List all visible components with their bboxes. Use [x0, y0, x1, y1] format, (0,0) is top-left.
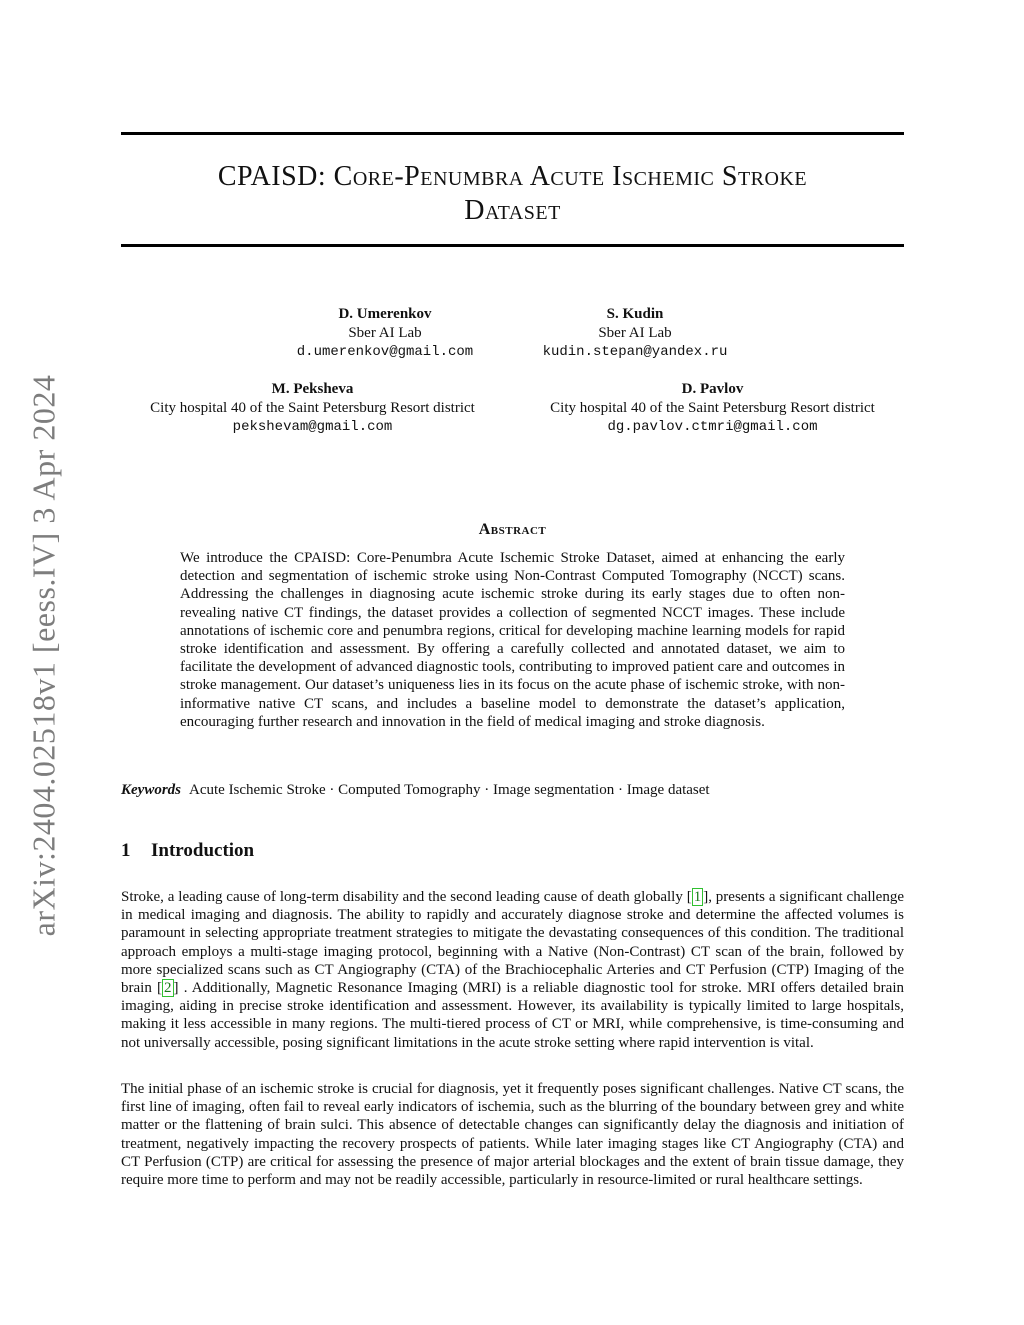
author-affiliation: City hospital 40 of the Saint Petersburg Resort district — [150, 400, 475, 416]
author-email: d.umerenkov@gmail.com — [296, 344, 474, 360]
intro-paragraph-1 — [121, 888, 904, 1052]
author-name: M. Peksheva — [271, 381, 354, 397]
author-block — [520, 380, 905, 437]
arxiv-sidebar-stamp — [24, 360, 64, 950]
author-block — [270, 305, 500, 362]
author-affiliation: Sber AI Lab — [348, 325, 422, 341]
citation-link-2[interactable]: 2 — [164, 980, 172, 997]
abstract-heading: Abstract — [478, 521, 547, 538]
author-email: pekshevam@gmail.com — [232, 419, 393, 435]
intro-paragraph-2: The initial phase of an ischemic stroke is crucial for diagnosis, yet it frequently poses significant challenges. Native CT scans, the first line of imaging, often fail to reveal early indicators of ischemia, such as the blurring of the boundary between grey and white matter or the flattening of brain sulci. This absence of detectable changes can significantly delay the diagnosis and initiation of treatment, negatively impacting the recovery prospects of patients. While later imaging stages like CT Angiography (CTA) and CT Perfusion (CTP) are critical for assessing the presence of major arterial blockages and the extent of brain tissue damage, they require more time to perform and may not be readily accessible, particularly in resource-limited or rural healthcare settings. — [121, 1081, 904, 1189]
citation-link-1[interactable]: 1 — [693, 889, 702, 905]
author-affiliation: Sber AI Lab — [598, 325, 672, 341]
intro-p1-part-c: ] . Additionally, Magnetic Resonance Imaging (MRI) is a reliable diagnostic tool for stroke. MRI offers detailed brain imaging, aiding in precise stroke identification and assessment. However, its availability is typically limited to large hospitals, making it less accessible in many regions. The multi-tiered process of CT or MRI, while comprehensive, is time-consuming and not universally accessible, posing significant limitations in the acute stroke setting where rapid intervention is vital. — [121, 980, 904, 1051]
author-affiliation: City hospital 40 of the Saint Petersburg Resort district — [550, 400, 875, 416]
title-rule-bottom — [121, 244, 904, 247]
keywords-line — [121, 781, 904, 800]
title-rule-top — [121, 132, 904, 135]
intro-p1-part-b: ], presents a significant challenge in medical imaging and diagnosis. The ability to rapidly and accurately diagnose stroke and determine the affected volumes is paramount in selecting appropriate treatment strategies to mitigate the devastating consequences of this condition. The traditional approach employs a multi-stage imaging protocol, beginning with a Native (Non-Contrast) CT scan of the brain, followed by more specialized scans such as CT Angiography (CTA) of the Brachiocephalic Arteries and CT Perfusion (CTP) Imaging of the brain [ — [121, 889, 904, 997]
section-heading-introduction — [121, 840, 254, 862]
abstract-body: We introduce the CPAISD: Core-Penumbra Acute Ischemic Stroke Dataset, aimed at enhancing the early detection and segmentation of ischemic stroke using Non-Contrast Computed Tomography (NCCT) scans. Addressing the challenges in diagnosing acute ischemic stroke during its early stages due to often non-revealing native CT findings, the dataset provides a collection of segmented NCCT images. These include annotations of ischemic core and penumbra regions, critical for developing machine learning models for rapid stroke identification and assessment. By offering a carefully collected and annotated dataset, we aim to facilitate the development of advanced diagnostic tools, contributing to improved patient care and outcomes in stroke management. Our dataset’s uniqueness lies in its focus on the acute phase of ischemic stroke, with non-informative native CT scans, and includes a baseline model to demonstrate the dataset’s application, encouraging further research and innovation in the field of medical imaging and stroke diagnosis. — [180, 550, 845, 730]
keywords-text: Acute Ischemic Stroke · Computed Tomography · Image segmentation · Image dataset — [189, 782, 710, 798]
title-line-2: Dataset — [464, 195, 561, 226]
arxiv-identifier: arXiv:2404.02518v1 [eess.IV] 3 Apr 2024 — [25, 374, 62, 936]
author-name: S. Kudin — [606, 306, 664, 322]
keywords-label: Keywords — [121, 782, 181, 798]
author-email: kudin.stepan@yandex.ru — [542, 344, 728, 360]
author-email: dg.pavlov.ctmri@gmail.com — [607, 419, 818, 435]
intro-p1-part-a: Stroke, a leading cause of long-term disability and the second leading cause of death globally [ — [121, 889, 692, 905]
author-block — [120, 380, 505, 437]
author-block — [520, 305, 750, 362]
author-name: D. Umerenkov — [338, 306, 432, 322]
author-name: D. Pavlov — [681, 381, 744, 397]
section-title: Introduction — [151, 840, 255, 861]
title-line-1: CPAISD: Core-Penumbra Acute Ischemic Stroke — [217, 161, 808, 192]
section-number: 1 — [121, 840, 131, 861]
paper-title — [121, 160, 904, 228]
